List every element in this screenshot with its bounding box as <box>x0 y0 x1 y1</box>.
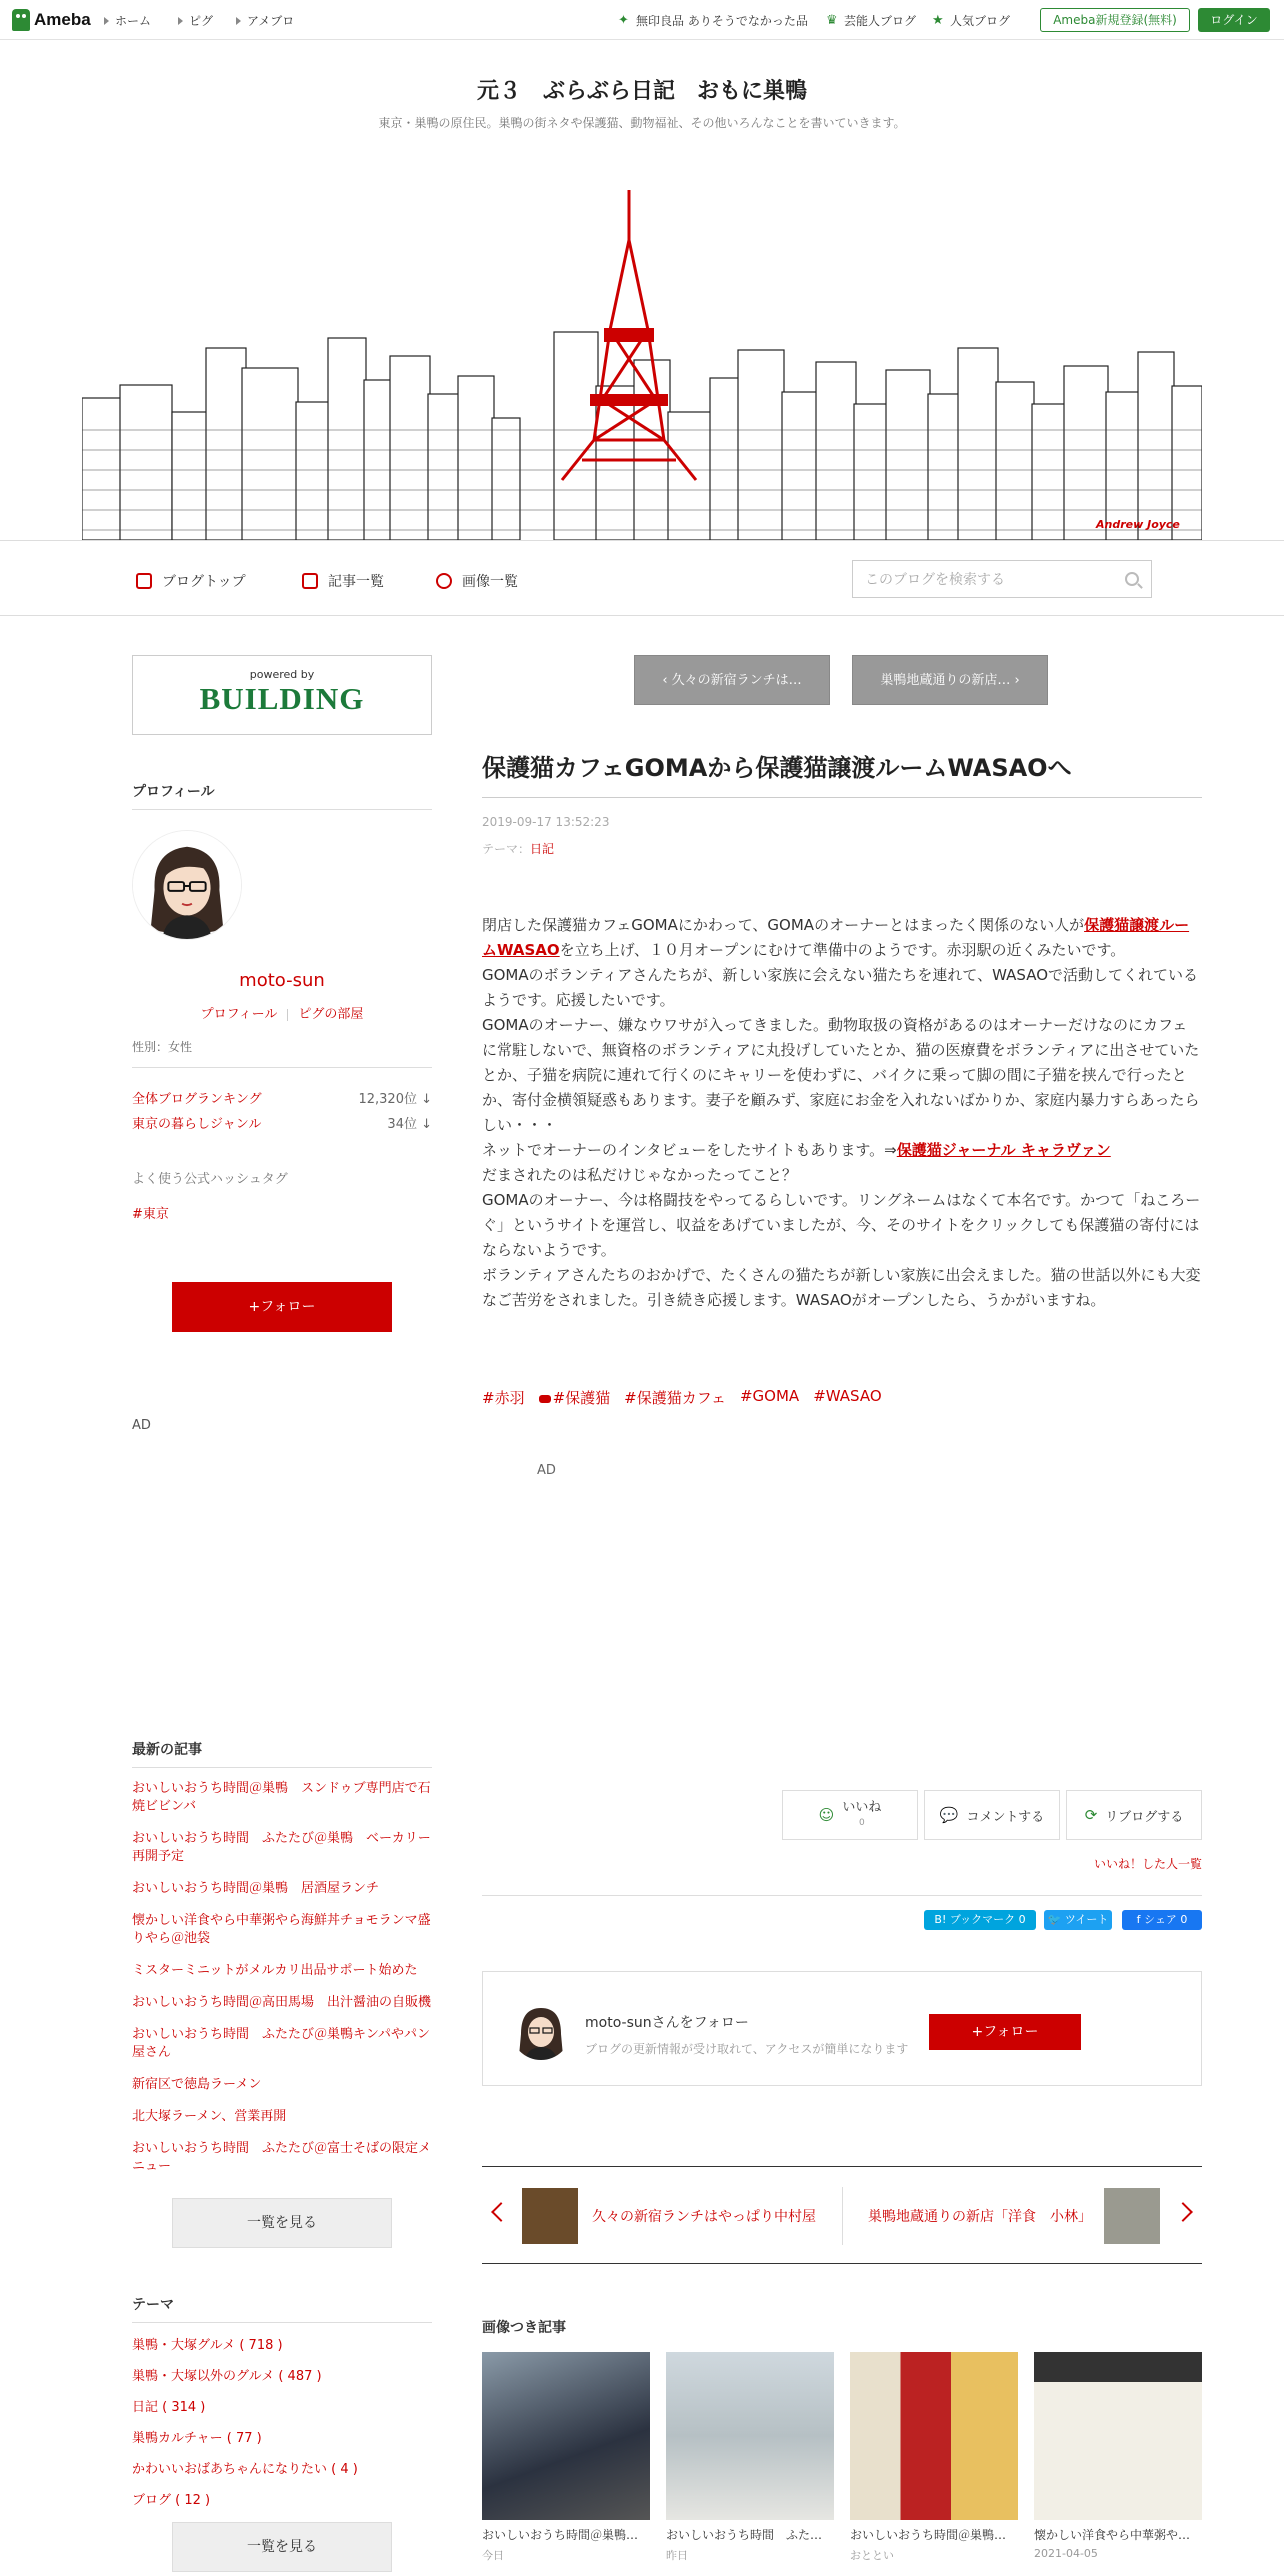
body-paragraph: GOMAのボランティアさんたちが、新しい家族に会えない猫たちを連れて、WASAOで活動してくれているようです。応援したいです。 <box>482 966 1199 1009</box>
nav-home[interactable]: ホーム <box>104 12 151 29</box>
entry-hashtags <box>482 1387 882 1408</box>
entry-theme: テーマ：日記 <box>482 842 555 856</box>
link-celeb-blog[interactable]: ♛ 芸能人ブログ <box>826 12 917 28</box>
entry-body <box>482 913 1202 1313</box>
ad-label: AD <box>132 1418 151 1433</box>
theme-heading: テーマ <box>132 2294 432 2323</box>
search-icon[interactable] <box>1125 572 1139 586</box>
nav-ameblo[interactable]: アメブロ <box>236 12 294 29</box>
next-article-button[interactable]: 巣鴨地蔵通りの新店… › <box>852 655 1048 705</box>
follow-box-title: moto-sunさんをフォロー <box>585 2015 749 2031</box>
entry-date: 2019-09-17 13:52:23 <box>482 815 610 829</box>
journal-link[interactable]: 保護猫ジャーナル キャラヴァン <box>896 1141 1111 1159</box>
body-paragraph: 閉店した保護猫カフェGOMAにかわって、GOMAのオーナーとはまったく関係のない人が保護猫譲渡ルームWASAOを立ち上げ、１０月オープンにむけて準備中のようです。赤羽駅の近くみたいです。 <box>482 916 1190 959</box>
prev-article-button[interactable]: ‹ 久々の新宿ランチは… <box>634 655 830 705</box>
theme-item[interactable]: 日記 ( 314 ) <box>132 2400 206 2415</box>
image-article-date: 今日 <box>482 2549 504 2562</box>
article-photo <box>482 2352 650 2520</box>
image-article-title: 懐かしい洋食やら中華粥や… <box>1034 2528 1191 2542</box>
comment-button[interactable]: 💬 コメントする <box>924 1790 1060 1840</box>
image-article-card[interactable] <box>482 2352 650 2563</box>
crown-icon: ♛ <box>826 12 838 28</box>
image-article-date: 昨日 <box>666 2549 688 2562</box>
avatar[interactable] <box>132 830 242 940</box>
theme-more-button[interactable]: 一覧を見る <box>172 2522 392 2572</box>
triangle-icon <box>104 17 109 25</box>
body-paragraph: GOMAのオーナー、嫌なウワサが入ってきました。動物取扱の資格があるのはオーナーだけなのにカフェに常駐しないで、無資格のボランティアに丸投げしていたとか、猫の医療費をボランティアに出させていたとか、子猫を病院に連れて行くのにキャリーを使わずに、バイクに乗って脚の間に子猫を挟んで行ったとか、寄付金横領疑惑もあります。妻子を顧みず、家庭にお金を入れないばかりか、家庭内暴力すらあったらしい・・・ <box>482 1016 1200 1134</box>
image-article-title: おいしいおうち時間＠巣鴨… <box>482 2528 639 2542</box>
facebook-share-button[interactable]: f シェア 0 <box>1122 1910 1202 1930</box>
comment-icon: 💬 <box>939 1806 959 1824</box>
hashtag-heading: よく使う公式ハッシュタグ <box>132 1172 288 1187</box>
image-article-card[interactable] <box>666 2352 834 2563</box>
recent-item[interactable]: 北大塚ラーメン、営業再開 <box>132 2109 287 2124</box>
hatena-bookmark-button[interactable]: B! ブックマーク 0 <box>924 1910 1036 1930</box>
profile-nickname[interactable]: moto-sun <box>239 970 325 991</box>
follow-button[interactable]: +フォロー <box>172 1282 392 1332</box>
article-photo <box>1034 2352 1202 2520</box>
hashtag-link[interactable]: #赤羽 <box>482 1389 525 1407</box>
divider <box>842 2187 843 2245</box>
recent-item[interactable]: 懐かしい洋食やら中華粥やら海鮮丼チョモランマ盛りやら＠池袋 <box>132 1913 431 1946</box>
star-icon: ★ <box>932 12 944 28</box>
recent-item[interactable]: ミスターミニットがメルカリ出品サポート始めた <box>132 1963 418 1978</box>
recent-item[interactable]: おいしいおうち時間＠巣鴨 スンドゥブ専門店で石焼ビビンバ <box>132 1781 431 1814</box>
recent-item[interactable]: おいしいおうち時間 ふたたび＠巣鴨 ベーカリー再開予定 <box>132 1831 431 1864</box>
tweet-button[interactable]: 🐦 ツイート <box>1044 1910 1112 1930</box>
theme-item[interactable]: かわいいおばあちゃんになりたい ( 4 ) <box>132 2462 358 2477</box>
theme-item[interactable]: 巣鴨・大塚以外のグルメ ( 487 ) <box>132 2369 322 2384</box>
sparkle-icon: ✦ <box>618 12 629 28</box>
pig-room-link[interactable]: ピグの部屋 <box>298 1007 364 1022</box>
chevron-right-icon[interactable] <box>1173 2202 1193 2222</box>
ranking-label[interactable]: 全体ブログランキング <box>132 1092 262 1107</box>
follow-avatar[interactable] <box>511 2000 571 2060</box>
ranking-row <box>132 1088 432 1107</box>
nav-image-list[interactable]: 画像一覧 <box>436 571 518 591</box>
profile-gender: 性別：女性 <box>132 1022 432 1068</box>
header-image-caption: Andrew Joyce <box>1096 518 1180 531</box>
entry-title[interactable]: 保護猫カフェGOMAから保護猫譲渡ルームWASAOへ <box>482 748 1202 798</box>
image-article-date: おととい <box>850 2549 894 2562</box>
profile-links <box>132 1003 432 1022</box>
hashtag-link[interactable]: #東京 <box>132 1207 169 1222</box>
profile-heading: プロフィール <box>132 781 432 810</box>
next-article-thumbnail[interactable] <box>1104 2188 1160 2244</box>
prev-article-link[interactable]: 久々の新宿ランチはやっぱり中村屋 <box>592 2209 816 2225</box>
ameba-logo[interactable]: Ameba <box>12 8 91 32</box>
blog-icon <box>136 573 152 589</box>
prev-article-thumbnail[interactable] <box>522 2188 578 2244</box>
like-count: 0 <box>858 1817 865 1828</box>
banner-building: BUILDING <box>199 681 365 716</box>
article-photo <box>666 2352 834 2520</box>
image-article-date: 2021-04-05 <box>1034 2547 1098 2560</box>
banner-powered-by: powered by <box>249 668 315 681</box>
chevron-left-icon: ‹ <box>662 673 672 688</box>
reblog-icon: ⟳ <box>1084 1806 1098 1824</box>
reblog-button[interactable]: ⟳ リブログする <box>1066 1790 1202 1840</box>
ranking-row <box>132 1113 432 1132</box>
recent-item[interactable]: おいしいおうち時間＠巣鴨 居酒屋ランチ <box>132 1881 380 1896</box>
hashtag-link[interactable]: #保護猫カフェ <box>624 1389 726 1407</box>
blog-nav <box>0 540 1284 616</box>
wasao-link[interactable]: 保護猫譲渡ルームWASAO <box>482 916 1190 959</box>
ranking-label[interactable]: 東京の暮らしジャンル <box>132 1117 262 1132</box>
blog-description: 東京・巣鴨の原住民。巣鴨の街ネタや保護猫、動物福祉、その他いろんなことを書いていきます。 <box>378 116 906 130</box>
theme-item[interactable]: 巣鴨・大塚グルメ ( 718 ) <box>132 2338 283 2353</box>
register-button[interactable]: Ameba新規登録(無料) <box>1040 8 1190 32</box>
next-article-link[interactable]: 巣鴨地蔵通りの新店「洋食 小林」 <box>868 2209 1092 2225</box>
theme-item[interactable]: 巣鴨カルチャー ( 77 ) <box>132 2431 262 2446</box>
ameba-mark-icon <box>12 9 30 31</box>
ad-label: AD <box>537 1463 556 1478</box>
body-paragraph: ネットでオーナーのインタビューをしたサイトもあります。⇒保護猫ジャーナル キャラヴァン <box>482 1141 1111 1159</box>
official-tag-icon <box>539 1395 551 1403</box>
copy-icon <box>302 573 318 589</box>
top-bar <box>0 0 1284 40</box>
header-image <box>82 180 1202 540</box>
follow-box-subtitle: ブログの更新情報が受け取れて、アクセスが簡単になります <box>585 2042 909 2056</box>
theme-list <box>132 2337 432 2510</box>
recent-list <box>132 1780 432 2176</box>
image-article-title: おいしいおうち時間 ふた… <box>666 2528 823 2542</box>
twitter-icon: 🐦 <box>1047 1913 1062 1926</box>
image-article-card[interactable] <box>850 2352 1018 2563</box>
body-paragraph: ボランティアさんたちのおかげで、たくさんの猫たちが新しい家族に出会えました。猫の世話以外にも大変なご苦労をされました。引き続き応援します。WASAOがオープンしたら、うかがいますね。 <box>482 1266 1201 1309</box>
facebook-icon: f <box>1136 1913 1141 1926</box>
blog-search-input[interactable]: このブログを検索する <box>852 560 1152 598</box>
divider <box>287 1009 288 1021</box>
image-article-card[interactable] <box>1034 2352 1202 2560</box>
body-paragraph: GOMAのオーナー、今は格闘技をやってるらしいです。リングネームはなくて本名です。かつて「ねころーぐ」というサイトを運営し、収益をあげていましたが、今、そのサイトをクリックしても保護猫の寄付にはならないようです。 <box>482 1191 1201 1259</box>
triangle-icon <box>236 17 241 25</box>
chevron-right-icon: › <box>1010 673 1020 688</box>
recent-item[interactable]: おいしいおうち時間 ふたたび＠巣鴨キンパやパン屋さん <box>132 2027 430 2060</box>
login-button[interactable]: ログイン <box>1198 8 1270 32</box>
theme-item[interactable]: ブログ ( 12 ) <box>132 2493 211 2508</box>
recent-heading: 最新の記事 <box>132 1739 432 1768</box>
hashtag-link[interactable]: #GOMA <box>739 1387 800 1405</box>
building-banner[interactable] <box>132 655 432 735</box>
nav-article-list[interactable]: 記事一覧 <box>302 571 384 591</box>
entry-theme-link[interactable]: 日記 <box>530 842 555 856</box>
recent-more-button[interactable]: 一覧を見る <box>172 2198 392 2248</box>
body-paragraph: だまされたのは私だけじゃなかったってこと？ <box>482 1166 798 1184</box>
link-popular-blog[interactable]: ★ 人気ブログ <box>932 12 1011 28</box>
triangle-icon <box>178 17 183 25</box>
link-muji[interactable]: ✦ 無印良品 ありそうでなかった品 <box>618 12 808 28</box>
recent-item[interactable]: おいしいおうち時間 ふたたび＠富士そばの限定メニュー <box>132 2141 432 2174</box>
hashtag-link[interactable]: #WASAO <box>813 1387 882 1405</box>
ranking-value: 12,320位 ↓ <box>358 1092 432 1107</box>
recent-item[interactable]: おいしいおうち時間＠高田馬場 出汁醤油の自販機 <box>132 1995 432 2010</box>
sidebar <box>132 655 432 2572</box>
smile-icon: ☺ <box>818 1806 835 1824</box>
blog-title[interactable]: 元３ ぶらぶら日記 おもに巣鴨 <box>476 79 807 104</box>
follow-box-button[interactable]: +フォロー <box>929 2014 1081 2050</box>
image-article-title: おいしいおうち時間＠巣鴨… <box>850 2528 1007 2542</box>
follow-box <box>482 1971 1202 2086</box>
chevron-left-icon[interactable] <box>491 2202 511 2222</box>
hashtag-link[interactable]: #保護猫 <box>539 1387 611 1408</box>
like-button[interactable]: ☺ いいね 0 <box>782 1790 918 1840</box>
nav-blog-top[interactable]: ブログトップ <box>136 571 246 591</box>
divider <box>482 1895 1202 1896</box>
image-articles-heading: 画像つき記事 <box>482 2320 566 2336</box>
article-photo <box>850 2352 1018 2520</box>
nav-pig[interactable]: ピグ <box>178 12 213 29</box>
article-pager <box>482 2166 1202 2264</box>
profile-link[interactable]: プロフィール <box>200 1007 278 1022</box>
likers-link[interactable]: いいね！した人一覧 <box>1094 1857 1203 1871</box>
recent-item[interactable]: 新宿区で徳島ラーメン <box>132 2077 262 2092</box>
camera-icon <box>436 573 452 589</box>
ranking-value: 34位 ↓ <box>387 1117 432 1132</box>
